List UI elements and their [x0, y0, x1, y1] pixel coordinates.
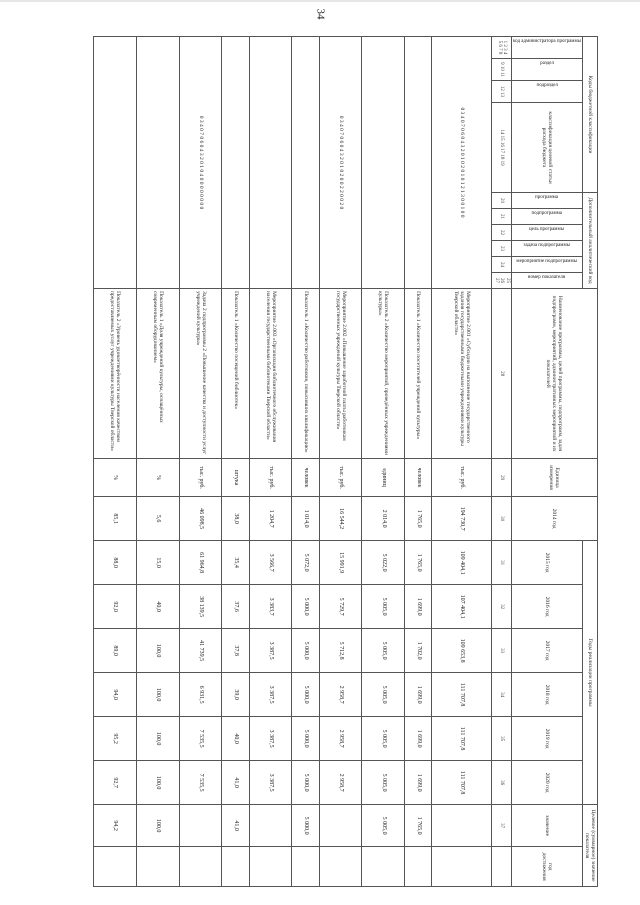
row-name-cell: Показатель 1 «Доля учреждений культуры, оснащённых современным оборудованием» [136, 289, 179, 459]
year-value-cell: 100,0 [136, 629, 179, 673]
years-group-header: Годы реализации программы [582, 541, 597, 805]
program-code-sub-header: мероприятие подпрограммы [511, 257, 582, 273]
column-number-cell: 34 [492, 673, 512, 717]
year-header: 2015 год [511, 541, 582, 585]
final-year-cell [319, 847, 362, 887]
column-number-cell: 36 [492, 761, 512, 805]
column-number-cell: 30 [492, 497, 512, 541]
year-value-cell: 35,4 [222, 541, 249, 585]
table-row [136, 37, 179, 887]
budget-code-cell [292, 37, 319, 289]
final-value-header: значение [511, 805, 582, 847]
rotated-table-wrapper [93, 36, 598, 882]
budget-code-cell: 0 3 4 0 7 0 6 0 4 3 2 0 1 0 4 0 0 0 0 0 0 0 0 [179, 37, 222, 289]
final-value-cell: 5 005,0 [362, 805, 405, 847]
scan-edge [0, 0, 640, 2]
page-number: 34 [314, 8, 326, 20]
sub-code-header: код администратора программы [511, 37, 582, 59]
year-value-cell: 95,2 [94, 717, 137, 761]
year-value-cell: 5 729,7 [319, 585, 362, 629]
column-number-cell: 35 [492, 717, 512, 761]
year-value-cell: 5 000,0 [292, 585, 319, 629]
year-value-cell: 111 707,8 [432, 717, 492, 761]
year-value-cell: 2 958,7 [319, 673, 362, 717]
year-value-cell: 39,0 [222, 673, 249, 717]
unit-cell: тыс. руб. [319, 459, 362, 497]
year-value-cell: 107 404,1 [432, 585, 492, 629]
year-value-cell: 1 699,0 [405, 673, 432, 717]
base-value-cell: 1 204,7 [249, 497, 292, 541]
program-code-sub-header: номер показателя [511, 273, 582, 289]
document-sheet [93, 36, 598, 882]
base-value-cell: 1 765,0 [405, 497, 432, 541]
column-number-cell: 31 [492, 541, 512, 585]
unit-cell: единиц [362, 459, 405, 497]
year-value-cell: 109 404,1 [432, 541, 492, 585]
year-value-cell: 3 387,5 [249, 761, 292, 805]
column-number-cell: 22 [492, 225, 512, 241]
column-number-cell: 14 15 16 17 18 19 [492, 103, 512, 193]
row-name-cell: Показатель 2 «Количество мероприятий, проведённых учреждениями культуры» [362, 289, 405, 459]
base-value-cell: 2 014,0 [362, 497, 405, 541]
year-value-cell: 5 000,0 [292, 629, 319, 673]
final-value-cell: 5 000,0 [292, 805, 319, 847]
program-code-sub-header: подпрограмма [511, 209, 582, 225]
program-code-group-header: Дополнительный аналитический код [582, 193, 597, 289]
column-number-cell: 37 [492, 805, 512, 847]
year-value-cell: 37,8 [222, 629, 249, 673]
final-year-cell [405, 847, 432, 887]
year-value-cell: 1 699,0 [405, 717, 432, 761]
base-year-header: 2014 год [511, 497, 597, 541]
year-value-cell: 1 765,0 [405, 541, 432, 585]
table-row [362, 37, 405, 887]
table-row [405, 37, 432, 887]
year-value-cell: 5 005,0 [362, 761, 405, 805]
year-value-cell: 3 387,5 [249, 629, 292, 673]
final-value-cell [319, 805, 362, 847]
year-value-cell: 5 000,0 [292, 717, 319, 761]
final-year-cell [179, 847, 222, 887]
column-number-row [492, 37, 512, 887]
row-name-cell: Мероприятие 2.001 «Субсидии на выполнение государственного задания государственными бюджетными учреждениями культуры Тверской области» [432, 289, 492, 459]
header-row-1 [582, 37, 597, 887]
budget-code-cell [405, 37, 432, 289]
final-value-cell [179, 805, 222, 847]
row-name-cell: Показатель 1 «Количество посетителей учреждений культуры» [405, 289, 432, 459]
final-year-cell [362, 847, 405, 887]
base-value-cell: 1 014,0 [292, 497, 319, 541]
column-number-cell: 21 [492, 209, 512, 225]
base-value-cell: 16 544,2 [319, 497, 362, 541]
final-value-cell [432, 805, 492, 847]
column-number-cell [492, 847, 512, 887]
year-value-cell: 37,6 [222, 585, 249, 629]
year-value-cell: 89,0 [94, 629, 137, 673]
row-name-cell: Показатель 2 «Уровень удовлетворённости населения качеством предоставляемых услуг учреждениями культуры Тверской области» [94, 289, 137, 459]
base-value-cell: 85,1 [94, 497, 137, 541]
sub-code-header: классификация целевой статьи расхода бюджета [511, 103, 582, 193]
unit-cell: % [94, 459, 137, 497]
final-value-cell [249, 805, 292, 847]
year-value-cell: 5 005,0 [362, 629, 405, 673]
year-value-cell: 3 383,7 [249, 585, 292, 629]
year-value-cell: 3 566,7 [249, 541, 292, 585]
year-value-cell: 41 739,5 [179, 629, 222, 673]
row-name-cell: Показатель 1 «Количество посещений библиотек» [222, 289, 249, 459]
base-value-cell: 46 098,5 [179, 497, 222, 541]
table-row [319, 37, 362, 887]
year-value-cell: 41,0 [222, 761, 249, 805]
year-value-cell: 5 712,8 [319, 629, 362, 673]
year-value-cell: 88,0 [94, 541, 137, 585]
column-number-cell: 33 [492, 629, 512, 673]
year-value-cell: 111 707,8 [432, 761, 492, 805]
year-value-cell: 15,0 [136, 541, 179, 585]
year-header: 2016 год [511, 585, 582, 629]
year-value-cell: 5 000,0 [292, 673, 319, 717]
row-name-cell: Задача 2 подпрограммы 2 «Повышение качества и доступности услуг учреждений культуры» [179, 289, 222, 459]
unit-cell: тыс. руб. [179, 459, 222, 497]
final-year-cell [432, 847, 492, 887]
program-indicators-table [93, 36, 598, 887]
column-number-cell: 29 [492, 459, 512, 497]
row-name-cell: Мероприятие 2.003 «Организация библиотечного обслуживания населения государственными библиотеками Тверской области» [249, 289, 292, 459]
sub-code-header: подраздел [511, 81, 582, 103]
unit-cell: тыс. руб. [249, 459, 292, 497]
year-value-cell: 6 931,5 [179, 673, 222, 717]
year-value-cell: 111 707,8 [432, 673, 492, 717]
unit-cell: % [136, 459, 179, 497]
final-year-header: год достижения [511, 847, 582, 887]
table-row [292, 37, 319, 887]
year-value-cell: 100,0 [136, 761, 179, 805]
final-year-cell [222, 847, 249, 887]
year-value-cell: 38 139,5 [179, 585, 222, 629]
year-value-cell: 5 005,0 [362, 717, 405, 761]
table-row [179, 37, 222, 887]
year-value-cell: 5 005,0 [362, 585, 405, 629]
year-value-cell: 5 005,0 [362, 673, 405, 717]
final-year-cell [94, 847, 137, 887]
column-number-cell: 32 [492, 585, 512, 629]
program-code-sub-header: задача подпрограммы [511, 241, 582, 257]
final-value-cell: 1 765,0 [405, 805, 432, 847]
column-number-cell: 25 26 27 [492, 273, 512, 289]
year-value-cell: 1 702,0 [405, 629, 432, 673]
year-value-cell: 5 000,0 [292, 761, 319, 805]
year-value-cell: 5 072,0 [292, 541, 319, 585]
year-header: 2017 год [511, 629, 582, 673]
final-group-header: Целевое (суммарное) значение показателя [582, 805, 597, 887]
column-number-cell: 24 [492, 257, 512, 273]
year-header: 2020 год [511, 761, 582, 805]
budget-code-cell [249, 37, 292, 289]
year-value-cell: 94,0 [94, 673, 137, 717]
year-value-cell: 3 387,5 [249, 717, 292, 761]
column-number-cell: 9 10 11 [492, 59, 512, 81]
unit-header: Единица измерения [511, 459, 597, 497]
year-value-cell: 7 535,5 [179, 761, 222, 805]
year-value-cell: 2 958,7 [319, 717, 362, 761]
year-value-cell: 5 022,0 [362, 541, 405, 585]
column-number-cell: 20 [492, 193, 512, 209]
table-row [222, 37, 249, 887]
year-value-cell: 92,0 [94, 585, 137, 629]
base-value-cell: 194 730,7 [432, 497, 492, 541]
table-row [249, 37, 292, 887]
budget-code-cell: 0 3 4 0 7 0 6 0 4 3 2 0 1 0 2 0 0 2 2 0 0 2 0 [319, 37, 362, 289]
column-number-cell: 12 13 [492, 81, 512, 103]
year-value-cell: 15 991,9 [319, 541, 362, 585]
final-year-cell [136, 847, 179, 887]
unit-cell: человек [292, 459, 319, 497]
year-value-cell: 3 387,5 [249, 673, 292, 717]
year-value-cell: 40,0 [136, 585, 179, 629]
base-value-cell: 38,0 [222, 497, 249, 541]
year-value-cell: 61 964,8 [179, 541, 222, 585]
name-header: Наименование программы, целей программы, подпрограмм, задач подпрограмм, мероприятий, административных мероприятий и их показателей [511, 289, 597, 459]
sub-code-header: раздел [511, 59, 582, 81]
unit-cell: тыс. руб. [432, 459, 492, 497]
year-value-cell: 1 699,0 [405, 585, 432, 629]
final-value-cell: 94,2 [94, 805, 137, 847]
table-body [94, 37, 512, 887]
row-name-cell: Показатель 1 «Количество работников, повысивших квалификацию» [292, 289, 319, 459]
final-value-cell: 100,0 [136, 805, 179, 847]
year-value-cell: 7 535,5 [179, 717, 222, 761]
final-year-cell [292, 847, 319, 887]
year-value-cell: 100,0 [136, 717, 179, 761]
column-number-cell: 1 2 3 4 5 6 7 8 [492, 37, 512, 59]
unit-cell: штука [222, 459, 249, 497]
year-value-cell: 109 653,8 [432, 629, 492, 673]
budget-code-cell [362, 37, 405, 289]
budget-code-cell: 0 3 4 0 7 0 6 0 4 3 2 0 1 0 2 0 1 0 1 2 1 3 0 0 1 0 0 [432, 37, 492, 289]
program-code-sub-header: программа [511, 193, 582, 209]
budget-code-cell [222, 37, 249, 289]
year-value-cell: 92,7 [94, 761, 137, 805]
row-name-cell: Мероприятие 2.002 «Повышение заработной платы работникам государственных учреждений культуры Тверской области» [319, 289, 362, 459]
year-value-cell: 1 699,0 [405, 761, 432, 805]
budget-group-header: Коды бюджетной классификации [582, 37, 597, 193]
final-year-cell [249, 847, 292, 887]
final-value-cell: 41,0 [222, 805, 249, 847]
column-number-cell: 23 [492, 241, 512, 257]
year-value-cell: 40,0 [222, 717, 249, 761]
column-number-cell: 28 [492, 289, 512, 459]
year-header: 2019 год [511, 717, 582, 761]
budget-code-cell [136, 37, 179, 289]
base-value-cell: 5,6 [136, 497, 179, 541]
table-row [432, 37, 492, 887]
year-value-cell: 2 958,7 [319, 761, 362, 805]
year-value-cell: 100,0 [136, 673, 179, 717]
unit-cell: человек [405, 459, 432, 497]
program-code-sub-header: цель программы [511, 225, 582, 241]
budget-code-cell [94, 37, 137, 289]
year-header: 2018 год [511, 673, 582, 717]
table-row [94, 37, 137, 887]
